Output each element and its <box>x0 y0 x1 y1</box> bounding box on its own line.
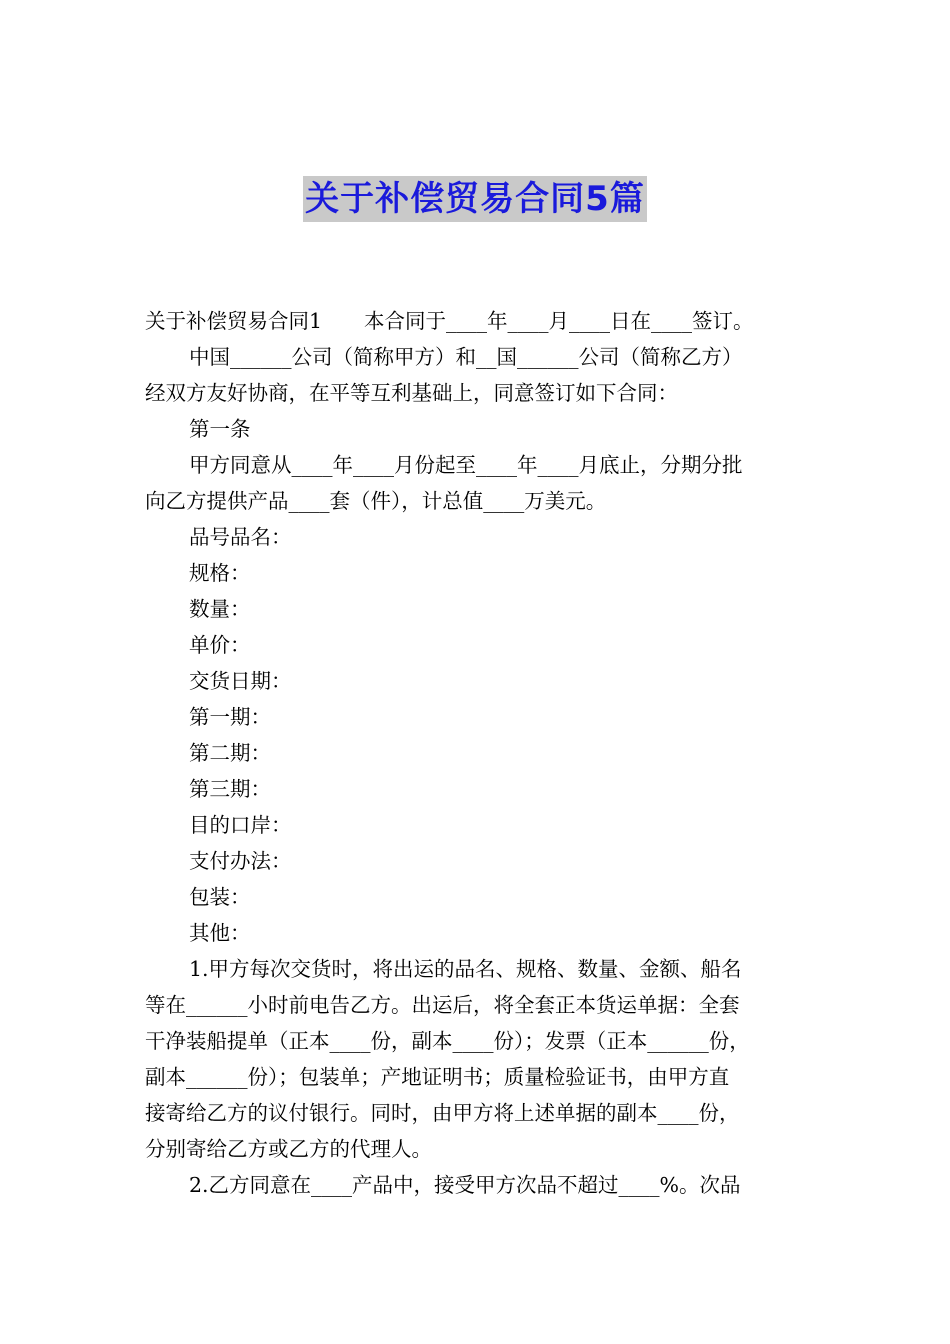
document-title: 关于补偿贸易合同5篇 <box>303 176 647 222</box>
line-9: 数量： <box>189 597 251 621</box>
title-wrap <box>0 176 950 222</box>
line-23: 接寄给乙方的议付银行。同时，由甲方将上述单据的副本____份， <box>145 1101 740 1125</box>
line-3: 经双方友好协商，在平等互利基础上，同意签订如下合同： <box>145 381 678 405</box>
line-4: 第一条 <box>189 417 251 441</box>
line-17: 包装： <box>189 885 251 909</box>
contract-heading: 关于补偿贸易合同1 <box>145 309 323 333</box>
line-12: 第一期： <box>189 705 271 729</box>
line-15: 目的口岸： <box>189 813 292 837</box>
line-7: 品号品名： <box>189 525 292 549</box>
line-19: 1.甲方每次交货时，将出运的品名、规格、数量、金额、船名 <box>189 957 742 981</box>
line-18: 其他： <box>189 921 251 945</box>
line-5: 甲方同意从____年____月份起至____年____月底止，分期分批 <box>189 453 743 477</box>
line-21: 干净装船提单（正本____份，副本____份）；发票（正本______份， <box>145 1029 750 1053</box>
line-20: 等在______小时前电告乙方。出运后，将全套正本货运单据：全套 <box>145 993 740 1017</box>
line-6: 向乙方提供产品____套（件），计总值____万美元。 <box>145 489 607 513</box>
line-2: 中国______公司（简称甲方）和__国______公司（简称乙方） <box>189 345 743 369</box>
line-10: 单价： <box>189 633 251 657</box>
line-25: 2.乙方同意在____产品中，接受甲方次品不超过____%。次品 <box>189 1173 741 1197</box>
line-24: 分别寄给乙方或乙方的代理人。 <box>145 1137 432 1161</box>
line-14: 第三期： <box>189 777 271 801</box>
line-16: 支付办法： <box>189 849 292 873</box>
line-8: 规格： <box>189 561 251 585</box>
line-1: 本合同于____年____月____日在____签订。 <box>364 309 754 333</box>
line-13: 第二期： <box>189 741 271 765</box>
line-22: 副本______份）；包装单；产地证明书；质量检验证书，由甲方直 <box>145 1065 730 1089</box>
document-body <box>145 303 810 1203</box>
first-line <box>145 303 810 339</box>
line-11: 交货日期： <box>189 669 292 693</box>
